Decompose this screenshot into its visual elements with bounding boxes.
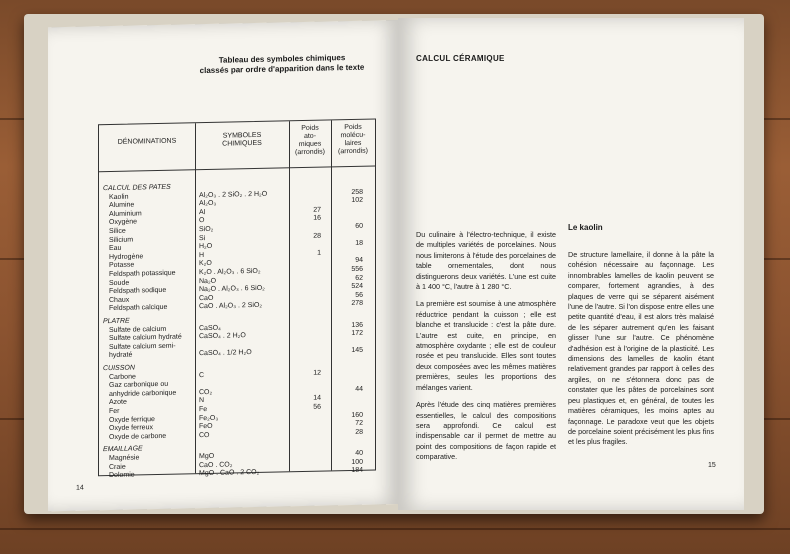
table-cell: Chaux bbox=[109, 296, 130, 304]
header-atomic-weight: Poids ato- miques (arrondis) bbox=[295, 124, 325, 157]
table-cell: K₂O . Al₂O₃ . 6 SiO₂ bbox=[199, 267, 261, 277]
table-cell: MgO . CaO . 2 CO₂ bbox=[199, 469, 260, 478]
table-cell bbox=[289, 378, 321, 379]
table-cell: CaSO₄ bbox=[199, 324, 221, 332]
table-cell bbox=[331, 394, 363, 395]
symbols-table bbox=[98, 118, 376, 480]
table-cell: 160 bbox=[351, 411, 363, 419]
table-cell: C bbox=[199, 371, 205, 379]
table-cell: Aluminium bbox=[109, 210, 142, 218]
table-cell bbox=[331, 339, 363, 340]
table-cell: 14 bbox=[313, 395, 321, 403]
table-cell bbox=[289, 267, 321, 268]
table-cell bbox=[331, 231, 363, 232]
table-cell: Kaolin bbox=[109, 193, 129, 201]
table-cell: H₂O bbox=[199, 243, 213, 251]
table-cell bbox=[289, 451, 321, 452]
table-cell: 184 bbox=[351, 466, 363, 475]
table-cell bbox=[289, 331, 321, 332]
table-cell bbox=[331, 368, 363, 369]
paragraph: Du culinaire à l'électro-technique, il existe de multiples variétés de porcelaines. Nous nous limiterons à l'étude des porcelaines de table ornementales, dont nous distinguerons deux variétés. L'une est cuite à 1 400 °C, l'autre à 1 280 °C. bbox=[416, 230, 556, 292]
table-cell: MgO bbox=[199, 452, 215, 461]
table-cell: 28 bbox=[355, 428, 363, 436]
table-cell: Hydrogène bbox=[109, 253, 144, 261]
table-cell bbox=[289, 468, 321, 469]
table-cell: 524 bbox=[351, 282, 363, 291]
table-cell: Feldspath potassique bbox=[109, 269, 176, 279]
table-cell bbox=[289, 292, 321, 293]
table-cell bbox=[289, 412, 321, 413]
table-cell bbox=[331, 214, 363, 215]
header-denominations: DÉNOMINATIONS bbox=[117, 137, 177, 146]
table-cell bbox=[289, 275, 321, 276]
header-symbols: SYMBOLES CHIMIQUES bbox=[222, 131, 262, 148]
table-cell: 1 bbox=[317, 249, 321, 257]
table-cell: Feldspath calcique bbox=[109, 304, 168, 313]
table-cell: 278 bbox=[351, 300, 363, 308]
table-cell: Al bbox=[199, 208, 206, 216]
table-cell: K₂O bbox=[199, 260, 212, 268]
table-cell: Magnésie bbox=[109, 454, 140, 463]
table-cell: 60 bbox=[355, 222, 363, 230]
table-cell: Oxyde ferrique bbox=[109, 415, 155, 424]
paragraph: La première est soumise à une atmosphère réductrice pendant la cuisson ; elle est blanche et translucide : c'est la pâte dure. L'autre est cuite, en principe, en atmosphère oxydante ; elle est de couleur rosée et peu translucide. Elles sont toutes deux composées avec les mêmes matières premières, seules les proportions des mélanges varient. bbox=[416, 299, 556, 392]
table-cell: 258 bbox=[351, 188, 363, 196]
kaolin-column bbox=[568, 250, 714, 455]
table-cell: N bbox=[199, 397, 205, 405]
table-cell: Azote bbox=[109, 399, 127, 407]
table-cell: 56 bbox=[355, 291, 363, 299]
table-cell bbox=[331, 249, 363, 250]
table-cell: CaSO₄ . 2 H₂O bbox=[199, 332, 246, 341]
page-number-right: 15 bbox=[708, 462, 716, 469]
table-cell: Na₂O bbox=[199, 277, 217, 285]
table-cell: CO₂ bbox=[199, 388, 213, 396]
table-cell bbox=[289, 386, 321, 387]
table-cell bbox=[289, 322, 321, 323]
table-cell: hydraté bbox=[109, 351, 133, 360]
table-cell bbox=[289, 198, 321, 199]
table-cell: Oxygène bbox=[109, 218, 138, 227]
table-cell: Soude bbox=[109, 279, 130, 287]
table-cell: Fe bbox=[199, 405, 208, 414]
table-cell: Carbone bbox=[109, 373, 136, 381]
table-cell bbox=[289, 459, 321, 460]
table-cell: 56 bbox=[313, 403, 321, 411]
table-cell: 136 bbox=[351, 321, 363, 329]
table-cell: Fer bbox=[109, 407, 120, 416]
table-cell bbox=[331, 377, 363, 378]
table-cell: Al₂O₃ bbox=[199, 199, 217, 208]
table-cell bbox=[289, 189, 321, 190]
table-cell bbox=[289, 421, 321, 422]
table-cell: FeO bbox=[199, 423, 213, 431]
table-cell: Potasse bbox=[109, 261, 135, 270]
table-cell: Na₂O . Al₂O₃ . 6 SiO₂ bbox=[199, 284, 265, 294]
table-cell: 94 bbox=[355, 257, 363, 265]
table-cell: 62 bbox=[355, 274, 363, 282]
kaolin-heading: Le kaolin bbox=[568, 223, 603, 232]
table-cell: EMAILLAGE bbox=[103, 445, 143, 454]
header-molecular-weight: Poids molécu- laires (arrondis) bbox=[338, 123, 368, 156]
table-cell: SiO₂ bbox=[199, 225, 214, 234]
chapter-title: CALCUL CÉRAMIQUE bbox=[416, 54, 505, 63]
table-cell: Fe₂O₃ bbox=[199, 414, 219, 422]
table-cell: PLATRE bbox=[103, 317, 130, 326]
table-cell: Oxyde ferreux bbox=[109, 424, 153, 433]
table-cell: 18 bbox=[355, 239, 363, 248]
table-cell: anhydride carbonique bbox=[109, 389, 177, 398]
paragraph: Après l'étude des cinq matières premières essentielles, le calcul des compositions sera approfondi. Ce calcul est indispensable car il permet de mettre au point des compositions de façon rapide et comparative. bbox=[416, 400, 556, 462]
table-cell: CaO . Al₂O₃ . 2 SiO₂ bbox=[199, 302, 263, 311]
table-cell bbox=[289, 339, 321, 340]
table-cell: CaSO₄ . 1/2 H₂O bbox=[199, 349, 252, 358]
table-cell: 28 bbox=[313, 232, 321, 240]
table-cell: 12 bbox=[313, 369, 321, 377]
table-cell bbox=[289, 258, 321, 259]
table-cell: Alumine bbox=[109, 201, 135, 210]
table-cell: O bbox=[199, 217, 205, 225]
table-cell: Feldspath sodique bbox=[109, 287, 167, 296]
table-cell bbox=[289, 284, 321, 285]
table-cell: CO bbox=[199, 431, 210, 439]
table-cell bbox=[289, 348, 321, 349]
right-page bbox=[398, 18, 744, 510]
table-cell: 27 bbox=[313, 206, 321, 214]
table-cell: 172 bbox=[351, 329, 363, 338]
table-cell: H bbox=[199, 251, 205, 259]
left-page bbox=[48, 20, 398, 511]
page-number-left: 14 bbox=[76, 484, 84, 492]
table-cell: CaO bbox=[199, 294, 214, 302]
table-cell: CaO . CO₂ bbox=[199, 461, 233, 469]
table-cell: 102 bbox=[351, 196, 363, 205]
table-cell: 40 bbox=[355, 449, 363, 457]
table-cell: 72 bbox=[355, 419, 363, 428]
table-cell: Silicium bbox=[109, 236, 134, 244]
table-cell: 44 bbox=[355, 385, 363, 393]
table-cell: Sulfate calcium hydraté bbox=[109, 333, 182, 343]
table-cell: Eau bbox=[109, 244, 122, 253]
table-cell bbox=[331, 206, 363, 207]
table-cell: 556 bbox=[351, 265, 363, 273]
table-cell bbox=[289, 429, 321, 430]
table-cell: Craie bbox=[109, 463, 126, 471]
table-cell bbox=[331, 403, 363, 404]
table-title: Tableau des symboles chimiques classés par ordre d'apparition dans le texte bbox=[199, 53, 365, 76]
table-cell: Si bbox=[199, 234, 206, 242]
intro-column bbox=[416, 230, 556, 470]
table-cell bbox=[289, 241, 321, 242]
table-cell: 145 bbox=[351, 347, 363, 355]
table-cell bbox=[289, 301, 321, 302]
table-cell: Gaz carbonique ou bbox=[109, 381, 169, 390]
table-cell bbox=[289, 224, 321, 225]
table-cell: 16 bbox=[313, 215, 321, 223]
table-cell: Sulfate calcium semi- bbox=[109, 342, 176, 351]
table-cell: CUISSON bbox=[103, 364, 135, 373]
table-cell: CALCUL DES PATES bbox=[103, 183, 171, 193]
table-cell: Dolomie bbox=[109, 471, 135, 480]
table-cell: Silice bbox=[109, 227, 126, 236]
table-cell: 100 bbox=[351, 458, 363, 466]
table-cell: Sulfate de calcium bbox=[109, 325, 167, 334]
table-cell: Al₂O₃ . 2 SiO₂ . 2 H₂O bbox=[199, 190, 268, 199]
paragraph: De structure lamellaire, il donne à la pâte la cohésion nécessaire au façonnage. Les innombrables lamelles de kaolin peuvent se comparer, fortement agrandies, à des plaques de verre qui se séparent aisément l'une de l'autre. Si l'on dispose entre elles une petite quantité d'eau, il est alors très malaisé de les séparer autrement qu'en les faisant glisser l'une sur l'autre. Ce phénomène d'adhésion est à l'origine de la plasticité. Les dimensions des lamelles de kaolin étant relativement grandes par rapport à celles des argiles, on ne s'étonnera donc pas de constater que les pâtes de porcelaines sont peu plastiques et, en général, de toutes les matières céramiques, les moins aptes au façonnage. Le paradoxe veut que les objets de porcelaine soient précisément les plus fins et les plus fragiles. bbox=[568, 250, 714, 447]
table-cell: Oxyde de carbone bbox=[109, 432, 167, 441]
